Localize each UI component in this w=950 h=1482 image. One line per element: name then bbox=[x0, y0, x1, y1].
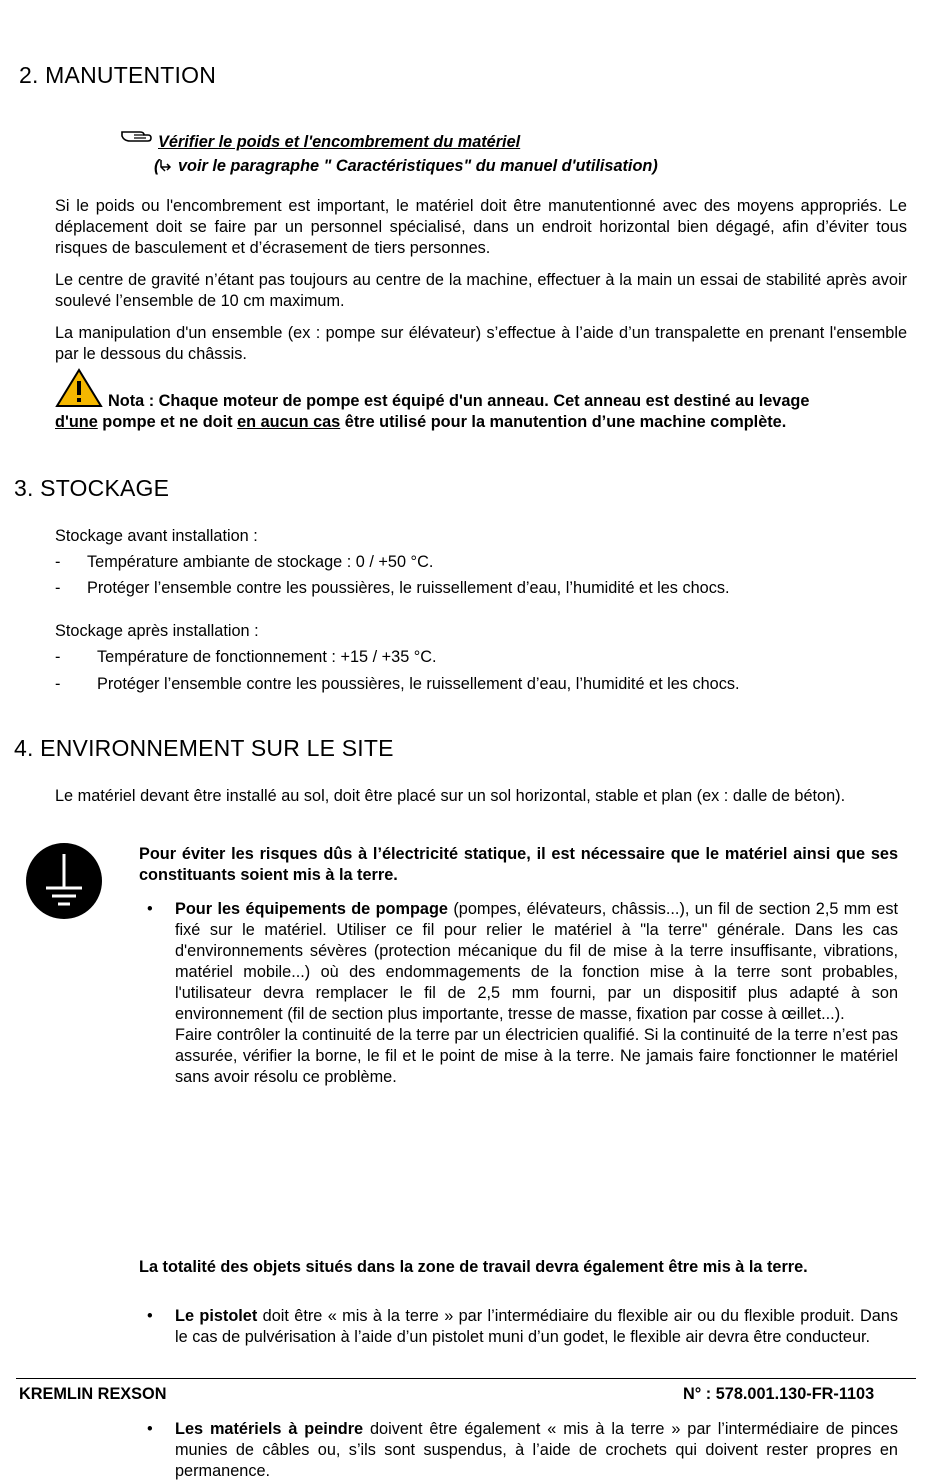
check-weight-line: Vérifier le poids et l'encombrement du matériel bbox=[158, 133, 521, 151]
list-item: - Température de fonctionnement : +15 / +35 °C. bbox=[55, 648, 437, 666]
see-characteristics-line: ( voir le paragraphe " Caractéristiques" du manuel d'utilisation) bbox=[154, 157, 658, 175]
nota-line-1: Nota : Chaque moteur de pompe est équipé d'un anneau. Cet anneau est destiné au levage bbox=[108, 392, 810, 410]
footer-divider bbox=[16, 1378, 916, 1379]
handling-paragraph-3: La manipulation d'un ensemble (ex : pompe sur élévateur) s’effectue à l’aide d’un transpalette en prenant l'ensemble par le dessous du châssis. bbox=[55, 324, 907, 363]
section-title-environnement: 4. ENVIRONNEMENT SUR LE SITE bbox=[14, 735, 394, 761]
list-item: - Protéger l’ensemble contre les poussières, le ruissellement d’eau, l’humidité et les chocs. bbox=[55, 579, 730, 597]
section-title-stockage: 3. STOCKAGE bbox=[14, 475, 170, 501]
list-item: • Les matériels à peindre doivent être également « mis à la terre » par l’intermédiaire de pinces munies de câbles ou, s’ils sont suspendus, à l’aide de crochets qui doivent rester propres en permanence. bbox=[147, 1420, 898, 1480]
footer-doc-number: N° : 578.001.130-FR-1103 bbox=[683, 1385, 875, 1403]
static-electricity-warning: Pour éviter les risques dûs à l’électricité statique, il est nécessaire que le matériel ainsi que ses constituants soient mis à la terre. bbox=[139, 845, 898, 884]
grounding-closing-note: La totalité des objets situés dans la zone de travail devra également être mis à la terre. bbox=[139, 1258, 808, 1276]
list-item: - Température ambiante de stockage : 0 / +50 °C. bbox=[55, 553, 434, 571]
pointing-hand-icon bbox=[120, 124, 152, 149]
handling-paragraph-2: Le centre de gravité n’étant pas toujours au centre de la machine, effectuer à la main un essai de stabilité après avoir soulevé l’ensemble de 10 cm maximum. bbox=[55, 271, 907, 310]
nota-line-2: d'une pompe et ne doit en aucun cas être utilisé pour la manutention d’une machine complète. bbox=[55, 413, 787, 431]
book-arrow-icon bbox=[159, 157, 173, 175]
list-item: • Pour les équipements de pompage (pompes, élévateurs, châssis...), un fil de section 2,5 mm est fixé sur le matériel. Utiliser ce fil pour relier le matériel à "la terre" générale. Dans les cas d'environnements sévères (protection mécanique du fil de mise à la terre insuffisante, vibrations, matériel mobile...) où des endommagements de la fonction mise à la terre sont probables, l'utilisateur devra remplacer le fil de 2,5 mm fourni, par un dispositif plus adapté à son environnement (fil de section plus importante, tresse de masse, fixation par cosse à œillet...). Faire contrôler la continuité de la terre par un électricien qualifié. Si la continuité de la terre n’est pas assurée, vérifier la borne, le fil et le point de mise à la terre. Ne jamais faire fonctionner le matériel sans avoir résolu ce problème. bbox=[147, 900, 898, 1086]
list-item: • Le pistolet doit être « mis à la terre » par l’intermédiaire du flexible air ou du flexible produit. Dans le cas de pulvérisation à l’aide d’un pistolet muni d’un godet, le flexible air devra être conducteur. bbox=[147, 1307, 898, 1346]
footer-company: KREMLIN REXSON bbox=[19, 1385, 167, 1403]
handling-paragraph-1: Si le poids ou l'encombrement est important, le matériel doit être manutentionné avec des moyens appropriés. Le déplacement doit se faire par un personnel spécialisé, dans un endroit horizontal bien dégagé, afin d’éviter tous risques de basculement et d’écrasement de tiers personnes. bbox=[55, 197, 907, 257]
storage-before-title: Stockage avant installation : bbox=[55, 527, 258, 545]
warning-triangle-icon bbox=[55, 368, 103, 413]
section-title-manutention: 2. MANUTENTION bbox=[19, 62, 217, 88]
earth-ground-icon bbox=[25, 842, 103, 925]
list-item: - Protéger l’ensemble contre les poussières, le ruissellement d’eau, l’humidité et les chocs. bbox=[55, 675, 740, 693]
environment-intro: Le matériel devant être installé au sol, doit être placé sur un sol horizontal, stable et plan (ex : dalle de béton). bbox=[55, 787, 846, 805]
storage-after-title: Stockage après installation : bbox=[55, 622, 259, 640]
